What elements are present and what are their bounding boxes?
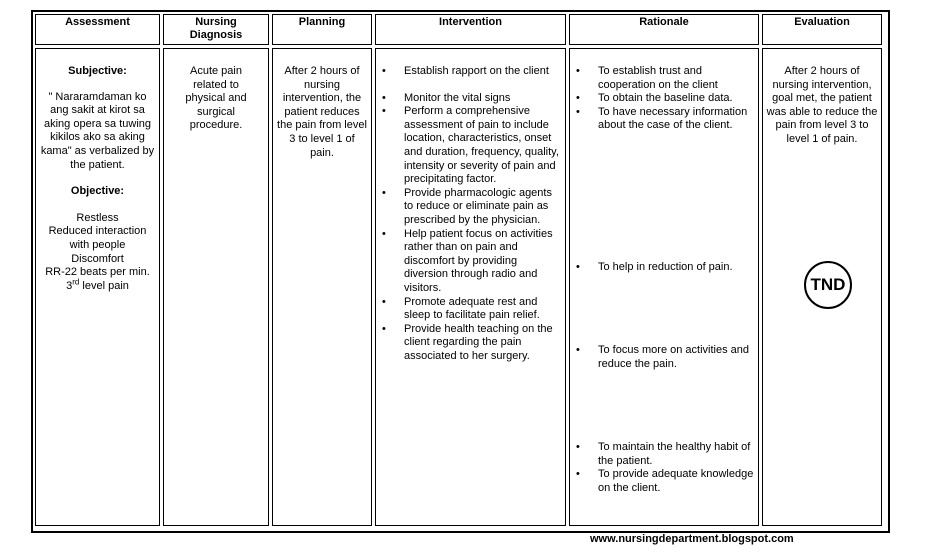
subjective-label: Subjective:	[68, 65, 127, 77]
rationale-list-pain	[570, 261, 754, 275]
objective-item: Restless	[76, 211, 119, 224]
objective-item: Reduced interaction with people	[48, 225, 147, 251]
rationale-item: • To help in reduction of pain.	[570, 261, 754, 275]
evaluation-text: After 2 hours of nursing intervention, goal met, the patient was able to reduce the pain from level 3 to level 1 of pain.	[766, 65, 878, 145]
intervention-item: • Promote adequate rest and sleep to facilitate pain relief.	[376, 296, 561, 323]
rationale-list-focus	[570, 344, 754, 371]
diagnosis-cell	[163, 48, 269, 526]
intervention-item: • Provide pharmacologic agents to reduce or eliminate pain as prescribed by the physician.	[376, 187, 561, 228]
objective-item: RR-22 beats per min.	[45, 266, 150, 279]
objective-label: Objective:	[70, 185, 125, 198]
rationale-item: • To focus more on activities and reduce the pain.	[570, 344, 754, 371]
rationale-list-top	[570, 65, 754, 133]
header-rationale: Rationale	[569, 14, 759, 45]
intervention-item: • Help patient focus on activities rather than on pain and discomfort by providing diversion through radio and visitors.	[376, 228, 561, 296]
intervention-item: • Provide health teaching on the client regarding the pain associated to her surgery.	[376, 323, 561, 364]
intervention-item: • Perform a comprehensive assessment of pain to include location, characteristics, onset and duration, frequency, quality, intensity or severity of pain and precipitating factor.	[376, 105, 561, 187]
header-nursing-diagnosis: Nursing Diagnosis	[163, 14, 269, 45]
rationale-list-bottom	[570, 441, 754, 495]
subjective-text: " Nararamdaman ko ang sakit at kirot sa aking opera sa tuwing kikilos ako sa aking kama" as verbalized by the patient.	[40, 90, 155, 171]
pain-level: 3rd level pain	[66, 277, 129, 292]
rationale-cell	[569, 48, 759, 526]
rationale-item: • To establish trust and cooperation on the client	[570, 65, 754, 92]
rationale-item: • To have necessary information about the case of the client.	[570, 106, 754, 133]
header-evaluation: Evaluation	[762, 14, 882, 45]
intervention-item: • Monitor the vital signs	[376, 92, 561, 106]
rationale-item: • To obtain the baseline data.	[570, 92, 754, 106]
tnd-stamp: TND	[804, 261, 852, 309]
intervention-cell	[375, 48, 566, 526]
footer-url[interactable]: www.nursingdepartment.blogspot.com	[590, 533, 794, 545]
intervention-item: • Establish rapport on the client	[376, 65, 561, 79]
diagnosis-text: Acute pain related to physical and surgical procedure.	[185, 65, 247, 132]
objective-list	[36, 212, 159, 294]
header-planning: Planning	[272, 14, 372, 45]
header-intervention: Intervention	[375, 14, 566, 45]
objective-item: Discomfort	[71, 252, 124, 265]
planning-cell	[272, 48, 372, 526]
rationale-item: • To maintain the healthy habit of the patient.	[570, 441, 754, 468]
planning-text: After 2 hours of nursing intervention, the patient reduces the pain from level 3 to level 1 of pain.	[277, 65, 367, 159]
rationale-item: • To provide adequate knowledge on the client.	[570, 468, 754, 495]
assessment-cell	[35, 48, 160, 526]
intervention-list	[376, 65, 565, 363]
evaluation-cell	[762, 48, 882, 526]
header-assessment: Assessment	[35, 14, 160, 45]
